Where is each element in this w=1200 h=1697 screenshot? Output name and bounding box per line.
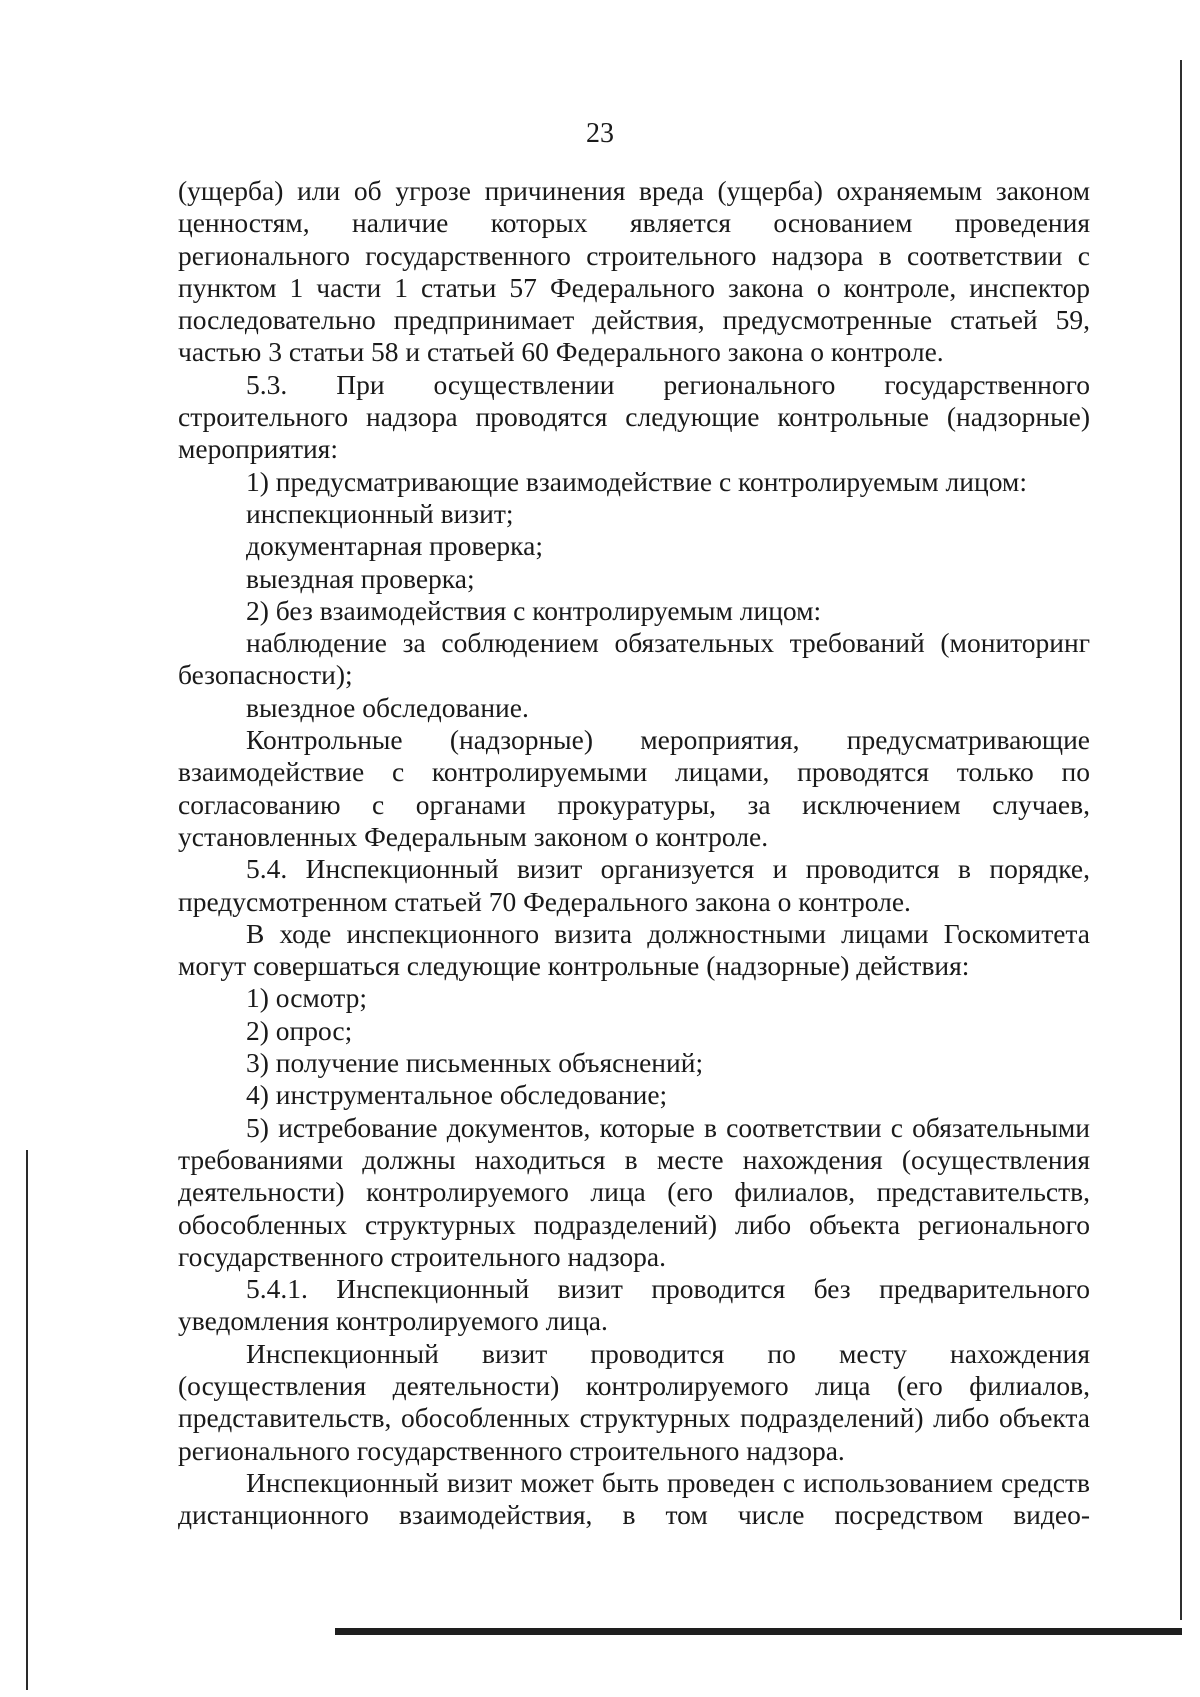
paragraph: 5.4.1. Инспекционный визит проводится без предварительного уведомления контролируемого лица.	[178, 1273, 1090, 1337]
list-item: 2) без взаимодействия с контролируемым лицом:	[246, 594, 822, 626]
paragraph: В ходе инспекционного визита должностными лицами Госкомитета могут совершаться следующие контрольные (надзорные) действия:	[178, 917, 1090, 982]
paragraph: Инспекционный визит проводится по месту нахождения (осуществления деятельности) контролируемого лица (его филиалов, представительств, обособленных структурных подразделений) либо объекта регионального государственного строительного надзора.	[178, 1337, 1090, 1466]
scan-edge-left	[26, 1150, 28, 1690]
page-number: 23	[586, 118, 614, 149]
paragraph: 5.4. Инспекционный визит организуется и проводится в порядке, предусмотренном статьей 70 Федерального закона о контроле.	[178, 853, 1090, 917]
paragraph: Контрольные (надзорные) мероприятия, предусматривающие взаимодействие с контролируемыми лицами, проводятся только по согласованию с органами прокуратуры, за исключением случаев, установленных Федеральным законом о контроле.	[178, 724, 1090, 852]
paragraph: (ущерба) или об угрозе причинения вреда (ущерба) охраняемым законом ценностям, наличие которых является основанием проведения регионального государственного строительного надзора в соответствии с пунктом 1 части 1 статьи 57 Федерального закона о контроле, инспектор последовательно предпринимает действия, предусмотренные статьей 59, частью 3 статьи 58 и статьей 60 Федерального закона о контроле.	[178, 175, 1090, 368]
list-item: 2) опрос;	[246, 1014, 353, 1046]
paragraph: 5.3. При осуществлении регионального государственного строительного надзора проводятся следующие контрольные (надзорные) мероприятия:	[178, 368, 1090, 465]
list-item: 5) истребование документов, которые в соответствии с обязательными требованиями должны находиться в месте нахождения (осуществления деятельности) контролируемого лица (его филиалов, представительств, обособленных структурных подразделений) либо объекта регионального государственного строительного надзора.	[178, 1111, 1090, 1272]
list-item: выездная проверка;	[246, 562, 475, 594]
scan-edge-right	[1180, 60, 1182, 1620]
list-item: 4) инструментальное обследование;	[246, 1079, 668, 1111]
list-item: 1) предусматривающие взаимодействие с контролируемым лицом:	[246, 465, 1027, 497]
list-item: документарная проверка;	[246, 530, 543, 562]
list-item: 3) получение письменных объяснений;	[246, 1047, 704, 1079]
list-item: инспекционный визит;	[246, 497, 514, 529]
scan-edge-bottom	[335, 1628, 1182, 1635]
paragraph: Инспекционный визит может быть проведен с использованием средств дистанционного взаимодействия, в том числе посредством видео-	[178, 1466, 1090, 1531]
list-item: выездное обследование.	[246, 691, 529, 723]
document-body	[178, 175, 1090, 1531]
list-item: наблюдение за соблюдением обязательных требований (мониторинг безопасности);	[178, 627, 1090, 691]
list-item: 1) осмотр;	[246, 982, 367, 1014]
